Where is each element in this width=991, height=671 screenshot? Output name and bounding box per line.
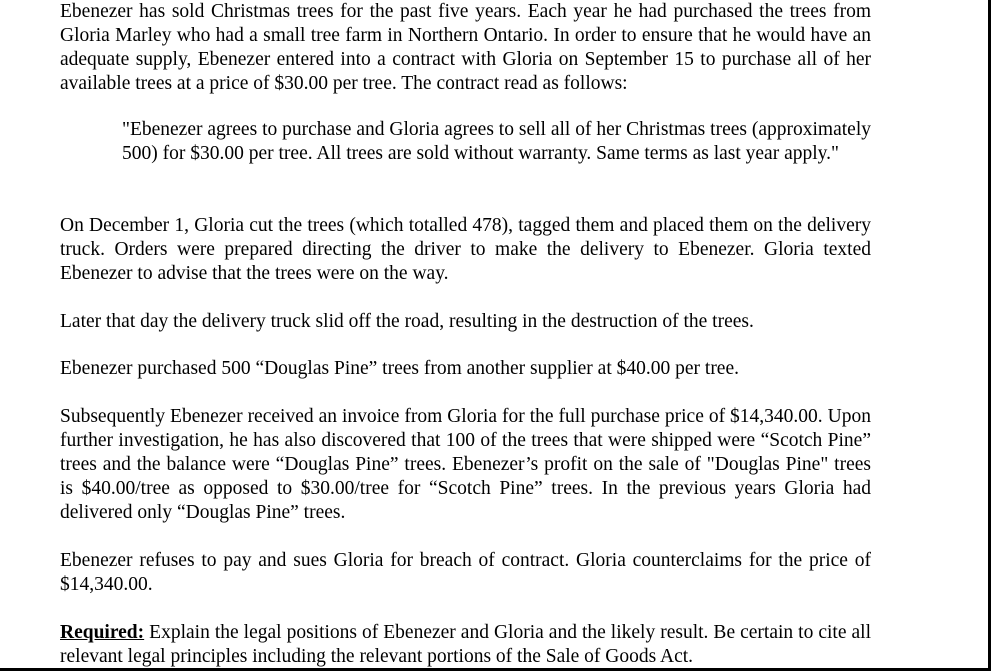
paragraph-intro: Ebenezer has sold Christmas trees for the past five years. Each year he had purchased the trees from Gloria Marley who had a small tree farm in Northern Ontario. In order to ensure that he would have an adequate supply, Ebenezer entered into a contract with Gloria on September 15 to purchase all of her available trees at a price of $30.00 per tree. The contract read as follows: (60, 1, 871, 94)
required-text: Explain the legal positions of Ebenezer and Gloria and the likely result. Be certain to cite all relevant legal principles including the relevant portions of the Sale of Goods Act. (60, 622, 871, 667)
paragraph-required (60, 621, 871, 669)
paragraph-december-1: On December 1, Gloria cut the trees (which totalled 478), tagged them and placed them on the delivery truck. Orders were prepared directing the driver to make the delivery to Ebenezer. Gloria texted Ebenezer to advise that the trees were on the way. (60, 215, 871, 284)
paragraph-lawsuit: Ebenezer refuses to pay and sues Gloria for breach of contract. Gloria counterclaims for the price of $14,340.00. (60, 550, 871, 595)
required-label: Required: (60, 622, 145, 643)
paragraph-truck-accident: Later that day the delivery truck slid off the road, resulting in the destruction of the trees. (60, 311, 754, 332)
contract-quote: "Ebenezer agrees to purchase and Gloria agrees to sell all of her Christmas trees (approximately 500) for $30.00 per tree. All trees are sold without warranty. Same terms as last year apply." (122, 119, 871, 164)
paragraph-invoice: Subsequently Ebenezer received an invoice from Gloria for the full purchase price of $14,340.00. Upon further investigation, he has also discovered that 100 of the trees that were shipped were “Scotch Pine” trees and the balance were “Douglas Pine” trees. Ebenezer’s profit on the sale of "Douglas Pine" trees is $40.00/tree as opposed to $30.00/tree for “Scotch Pine” trees. In the previous years Gloria had delivered only “Douglas Pine” trees. (60, 406, 871, 523)
paragraph-replacement-purchase: Ebenezer purchased 500 “Douglas Pine” trees from another supplier at $40.00 per tree. (60, 358, 739, 379)
